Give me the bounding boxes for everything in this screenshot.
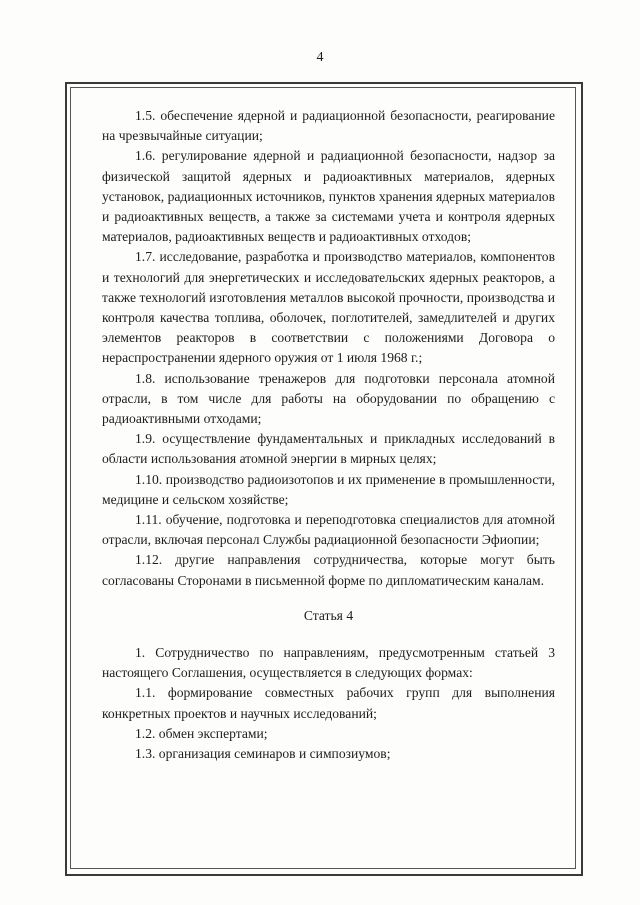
article-4-clause-1: 1. Сотрудничество по направлениям, предусмотренным статьей 3 настоящего Соглашения, осуществляется в следующих формах: <box>102 645 555 681</box>
article-4-clause-1-1: 1.1. формирование совместных рабочих групп для выполнения конкретных проектов и научных исследований; <box>102 685 555 721</box>
article-4-clause-1-2: 1.2. обмен экспертами; <box>135 725 268 741</box>
clause-1-9: 1.9. осуществление фундаментальных и прикладных исследований в области использования атомной энергии в мирных целях; <box>102 431 555 467</box>
clause-1-10: 1.10. производство радиоизотопов и их применение в промышленности, медицине и сельском хозяйстве; <box>102 471 555 507</box>
clause-1-7: 1.7. исследование, разработка и производство материалов, компонентов и технологий для энергетических и исследовательских ядерных реакторов, а также технологий изготовления металлов высокой прочности, производства и контроля качества топлива, оболочек, поглотителей, замедлителей и других элементов реакторов в соответствии с положениями Договора о нераспространении ядерного оружия от 1 июля 1968 г.; <box>102 249 555 366</box>
document-body <box>102 106 555 764</box>
page-number: 4 <box>316 50 324 65</box>
clause-1-5: 1.5. обеспечение ядерной и радиационной безопасности, реагирование на чрезвычайные ситуации; <box>102 108 555 144</box>
clause-1-8: 1.8. использование тренажеров для подготовки персонала атомной отрасли, в том числе для работы на оборудовании по обращению с радиоактивными отходами; <box>102 370 555 427</box>
clause-1-6: 1.6. регулирование ядерной и радиационной безопасности, надзор за физической защитой ядерных и радиоактивных материалов, ядерных установок, радиационных источников, пунктов хранения ядерных материалов и радиоактивных веществ, а также за системами учета и контроля ядерных материалов, радиоактивных веществ и радиоактивных отходов; <box>102 148 555 245</box>
clause-1-11: 1.11. обучение, подготовка и переподготовка специалистов для атомной отрасли, включая персонал Службы радиационной безопасности Эфиопии; <box>102 512 555 548</box>
clause-1-12: 1.12. другие направления сотрудничества, которые могут быть согласованы Сторонами в письменной форме по дипломатическим каналам. <box>102 552 555 588</box>
article-4-clause-1-3: 1.3. организация семинаров и симпозиумов; <box>135 746 391 762</box>
article-heading: Статья 4 <box>303 607 354 623</box>
